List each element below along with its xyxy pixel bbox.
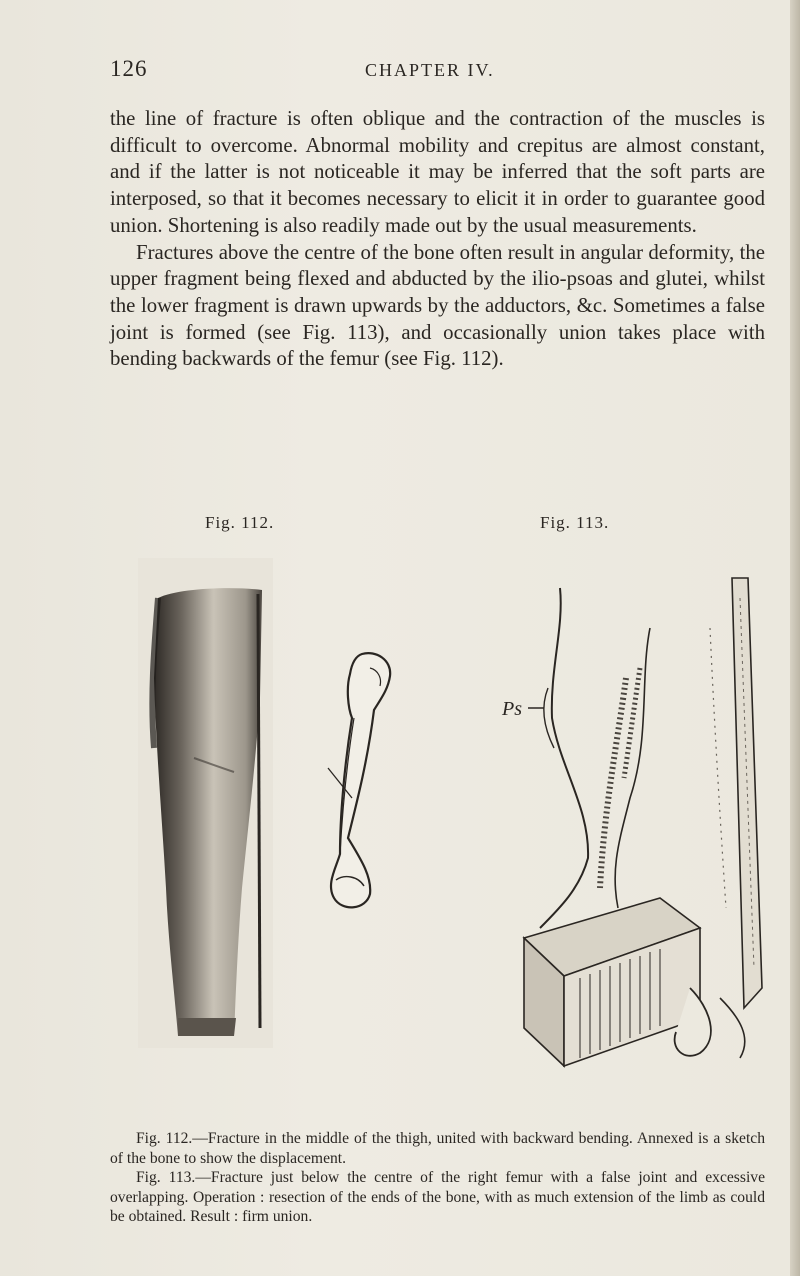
page-number: 126 — [110, 56, 148, 81]
fig-112-bone-sketch — [300, 648, 405, 913]
caption-fig-113: Fig. 113.—Fracture just below the centre of the right femur with a false joint and excessive overlapping. Operation : resection of the ends of the bone, with as much extension of the limb as could be obtained. Result : firm union. — [110, 1169, 765, 1226]
paragraph-1: the line of fracture is often oblique and the contraction of the muscles is difficult to overcome. Abnormal mobility and crepitus are almost constant, and if the latter is not noticeable it may be inferred that the soft parts are interposed, so that it becomes necessary to elicit it in order to guarantee good union. Shortening is also readily made out by the usual measurements. — [110, 107, 765, 237]
caption-fig-112: Fig. 112.—Fracture in the middle of the thigh, united with backward bending. Annexed is a sketch of the bone to show the displacement. — [110, 1130, 765, 1167]
figure-captions — [110, 1129, 765, 1227]
fig-113-ps-annotation: Ps — [502, 698, 522, 720]
fig-113-label: Fig. 113. — [540, 513, 610, 532]
running-head: CHAPTER IV. — [365, 60, 495, 80]
body-text — [110, 106, 765, 373]
paragraph-2: Fractures above the centre of the bone often result in angular deformity, the upper fragment being flexed and abducted by the ilio-psoas and glutei, whilst the lower fragment is drawn upwards by the adductors, &c. Sometimes a false joint is formed (see Fig. 113), and occasionally union takes place with bending backwards of the femur (see Fig. 112). — [110, 240, 765, 371]
fig-112-leg-photo — [138, 558, 273, 1048]
fig-113-false-joint-sketch — [500, 568, 800, 1068]
page-header — [110, 56, 750, 86]
fig-112-label: Fig. 112. — [205, 513, 275, 532]
